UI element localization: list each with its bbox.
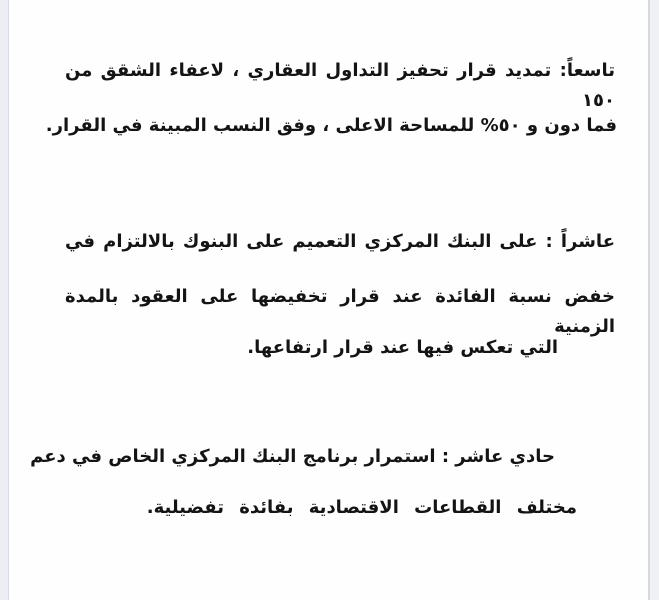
page-left-edge-shadow xyxy=(0,0,9,600)
page-right-edge-shadow xyxy=(648,0,659,600)
ninth-clause-line-1: تاسعاً: تمديد قرار تحفيز التداول العقاري ، لاعفاء الشقق من ١٥٠ xyxy=(65,60,615,111)
tenth-clause-line-1: عاشراً : على البنك المركزي التعميم على البنوك بالالتزام في xyxy=(65,231,615,252)
eleventh-clause-line-1: حادي عاشر : استمرار برنامج البنك المركزي الخاص في دعم xyxy=(30,446,555,467)
ninth-clause-line-2: فما دون و ٥٠% للمساحة الاعلى ، وفق النسب المبينة في القرار. xyxy=(45,115,617,136)
tenth-clause-line-3: التي تعكس فيها عند قرار ارتفاعها. xyxy=(247,337,558,358)
eleventh-clause-line-2: مختلف القطاعات الاقتصادية بفائدة تفضيلية. xyxy=(146,497,577,518)
tenth-clause-line-2: خفض نسبة الفائدة عند قرار تخفيضها على العقود بالمدة الزمنية xyxy=(65,286,615,337)
